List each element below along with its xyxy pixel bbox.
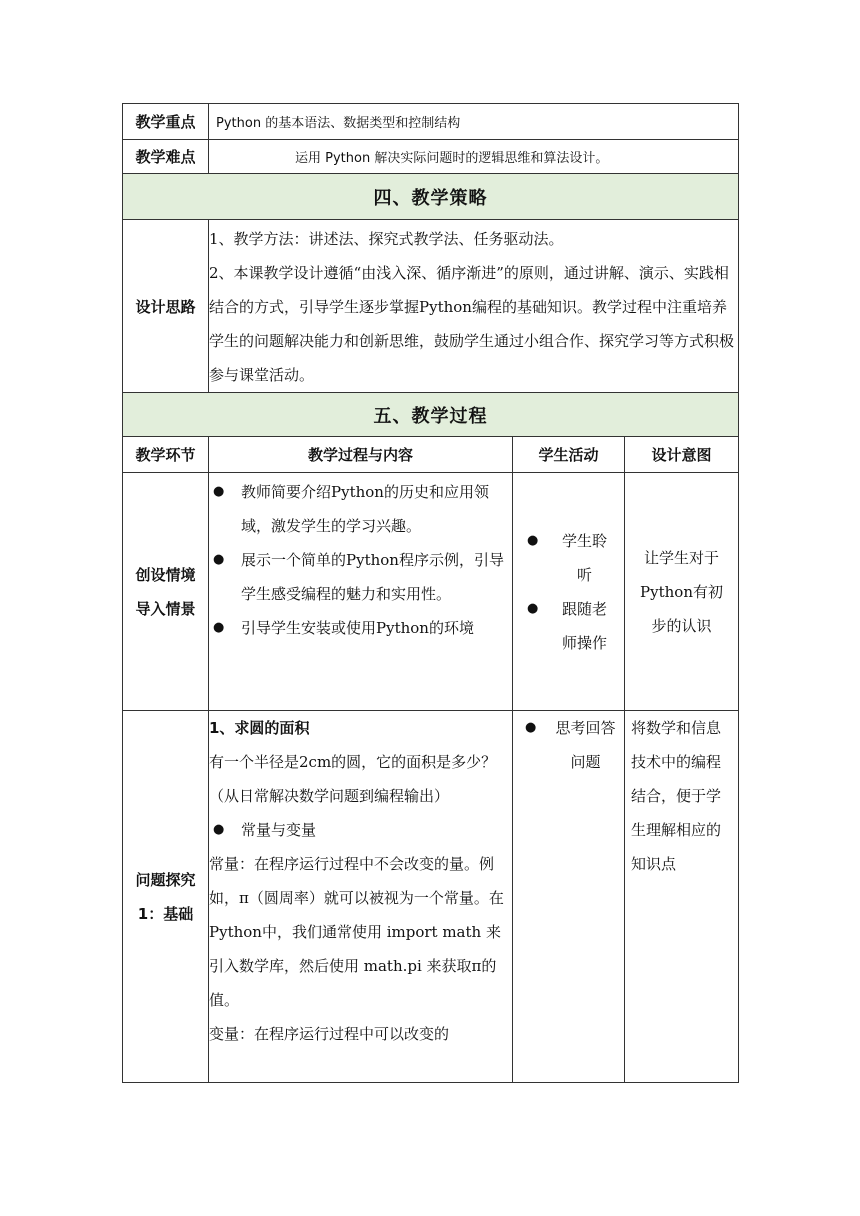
row1-item: ● 引导学生安装或使用Python的环境 <box>209 611 512 645</box>
row1-item: ● 展示一个简单的Python程序示例，引导学生感受编程的魅力和实用性。 <box>209 543 512 611</box>
row2-note: （从日常解决数学问题到编程输出） <box>209 787 450 805</box>
column-stage: 教学环节 <box>123 437 209 473</box>
lesson-plan-table <box>122 103 739 1083</box>
strategy-design: 2、本课教学设计遵循“由浅入深、循序渐进”的原则，通过讲解、演示、实践相结合的方式，引导学生逐步掌握Python编程的基础知识。教学过程中注重培养学生的问题解决能力和创新思维，鼓励学生通过小组合作、探究学习等方式积极参与课堂活动。 <box>209 264 735 384</box>
column-content: 教学过程与内容 <box>209 437 513 473</box>
row2-stage: 问题探究1：基础 <box>123 711 209 1083</box>
row2-title: 1、求圆的面积 <box>209 719 310 737</box>
row2-bullet: ● 常量与变量 <box>209 813 512 847</box>
focus-text: Python 的基本语法、数据类型和控制结构 <box>209 104 739 140</box>
row1-activity: ● 跟随老师操作 <box>523 592 614 660</box>
strategy-heading: 四、教学策略 <box>123 174 739 220</box>
column-activity: 学生活动 <box>513 437 625 473</box>
focus-label: 教学重点 <box>123 104 209 140</box>
row2-intent: 将数学和信息技术中的编程结合，便于学生理解相应的知识点 <box>625 711 739 1083</box>
strategy-label: 设计思路 <box>123 220 209 393</box>
column-intent: 设计意图 <box>625 437 739 473</box>
row1-stage: 创设情境导入情景 <box>123 473 209 711</box>
row2-activity: ● 思考回答问题 <box>521 711 618 779</box>
strategy-methods: 1、教学方法：讲述法、探究式教学法、任务驱动法。 <box>209 230 564 248</box>
difficulty-text: 运用 Python 解决实际问题时的逻辑思维和算法设计。 <box>209 140 739 174</box>
process-heading: 五、教学过程 <box>123 393 739 437</box>
row1-item: ● 教师简要介绍Python的历史和应用领域，激发学生的学习兴趣。 <box>209 475 512 543</box>
row2-variable: 变量：在程序运行过程中可以改变的 <box>209 1025 450 1043</box>
difficulty-label: 教学难点 <box>123 140 209 174</box>
row2-constant: 常量：在程序运行过程中不会改变的量。例如，π（圆周率）就可以被视为一个常量。在Python中，我们通常使用 import math 来引入数学库，然后使用 math.pi 来获取π的值。 <box>209 855 504 1009</box>
row1-activity: ● 学生聆听 <box>523 524 614 592</box>
row1-intent: 让学生对于Python有初步的认识 <box>625 473 739 711</box>
row2-question: 有一个半径是2cm的圆，它的面积是多少？ <box>209 753 497 771</box>
